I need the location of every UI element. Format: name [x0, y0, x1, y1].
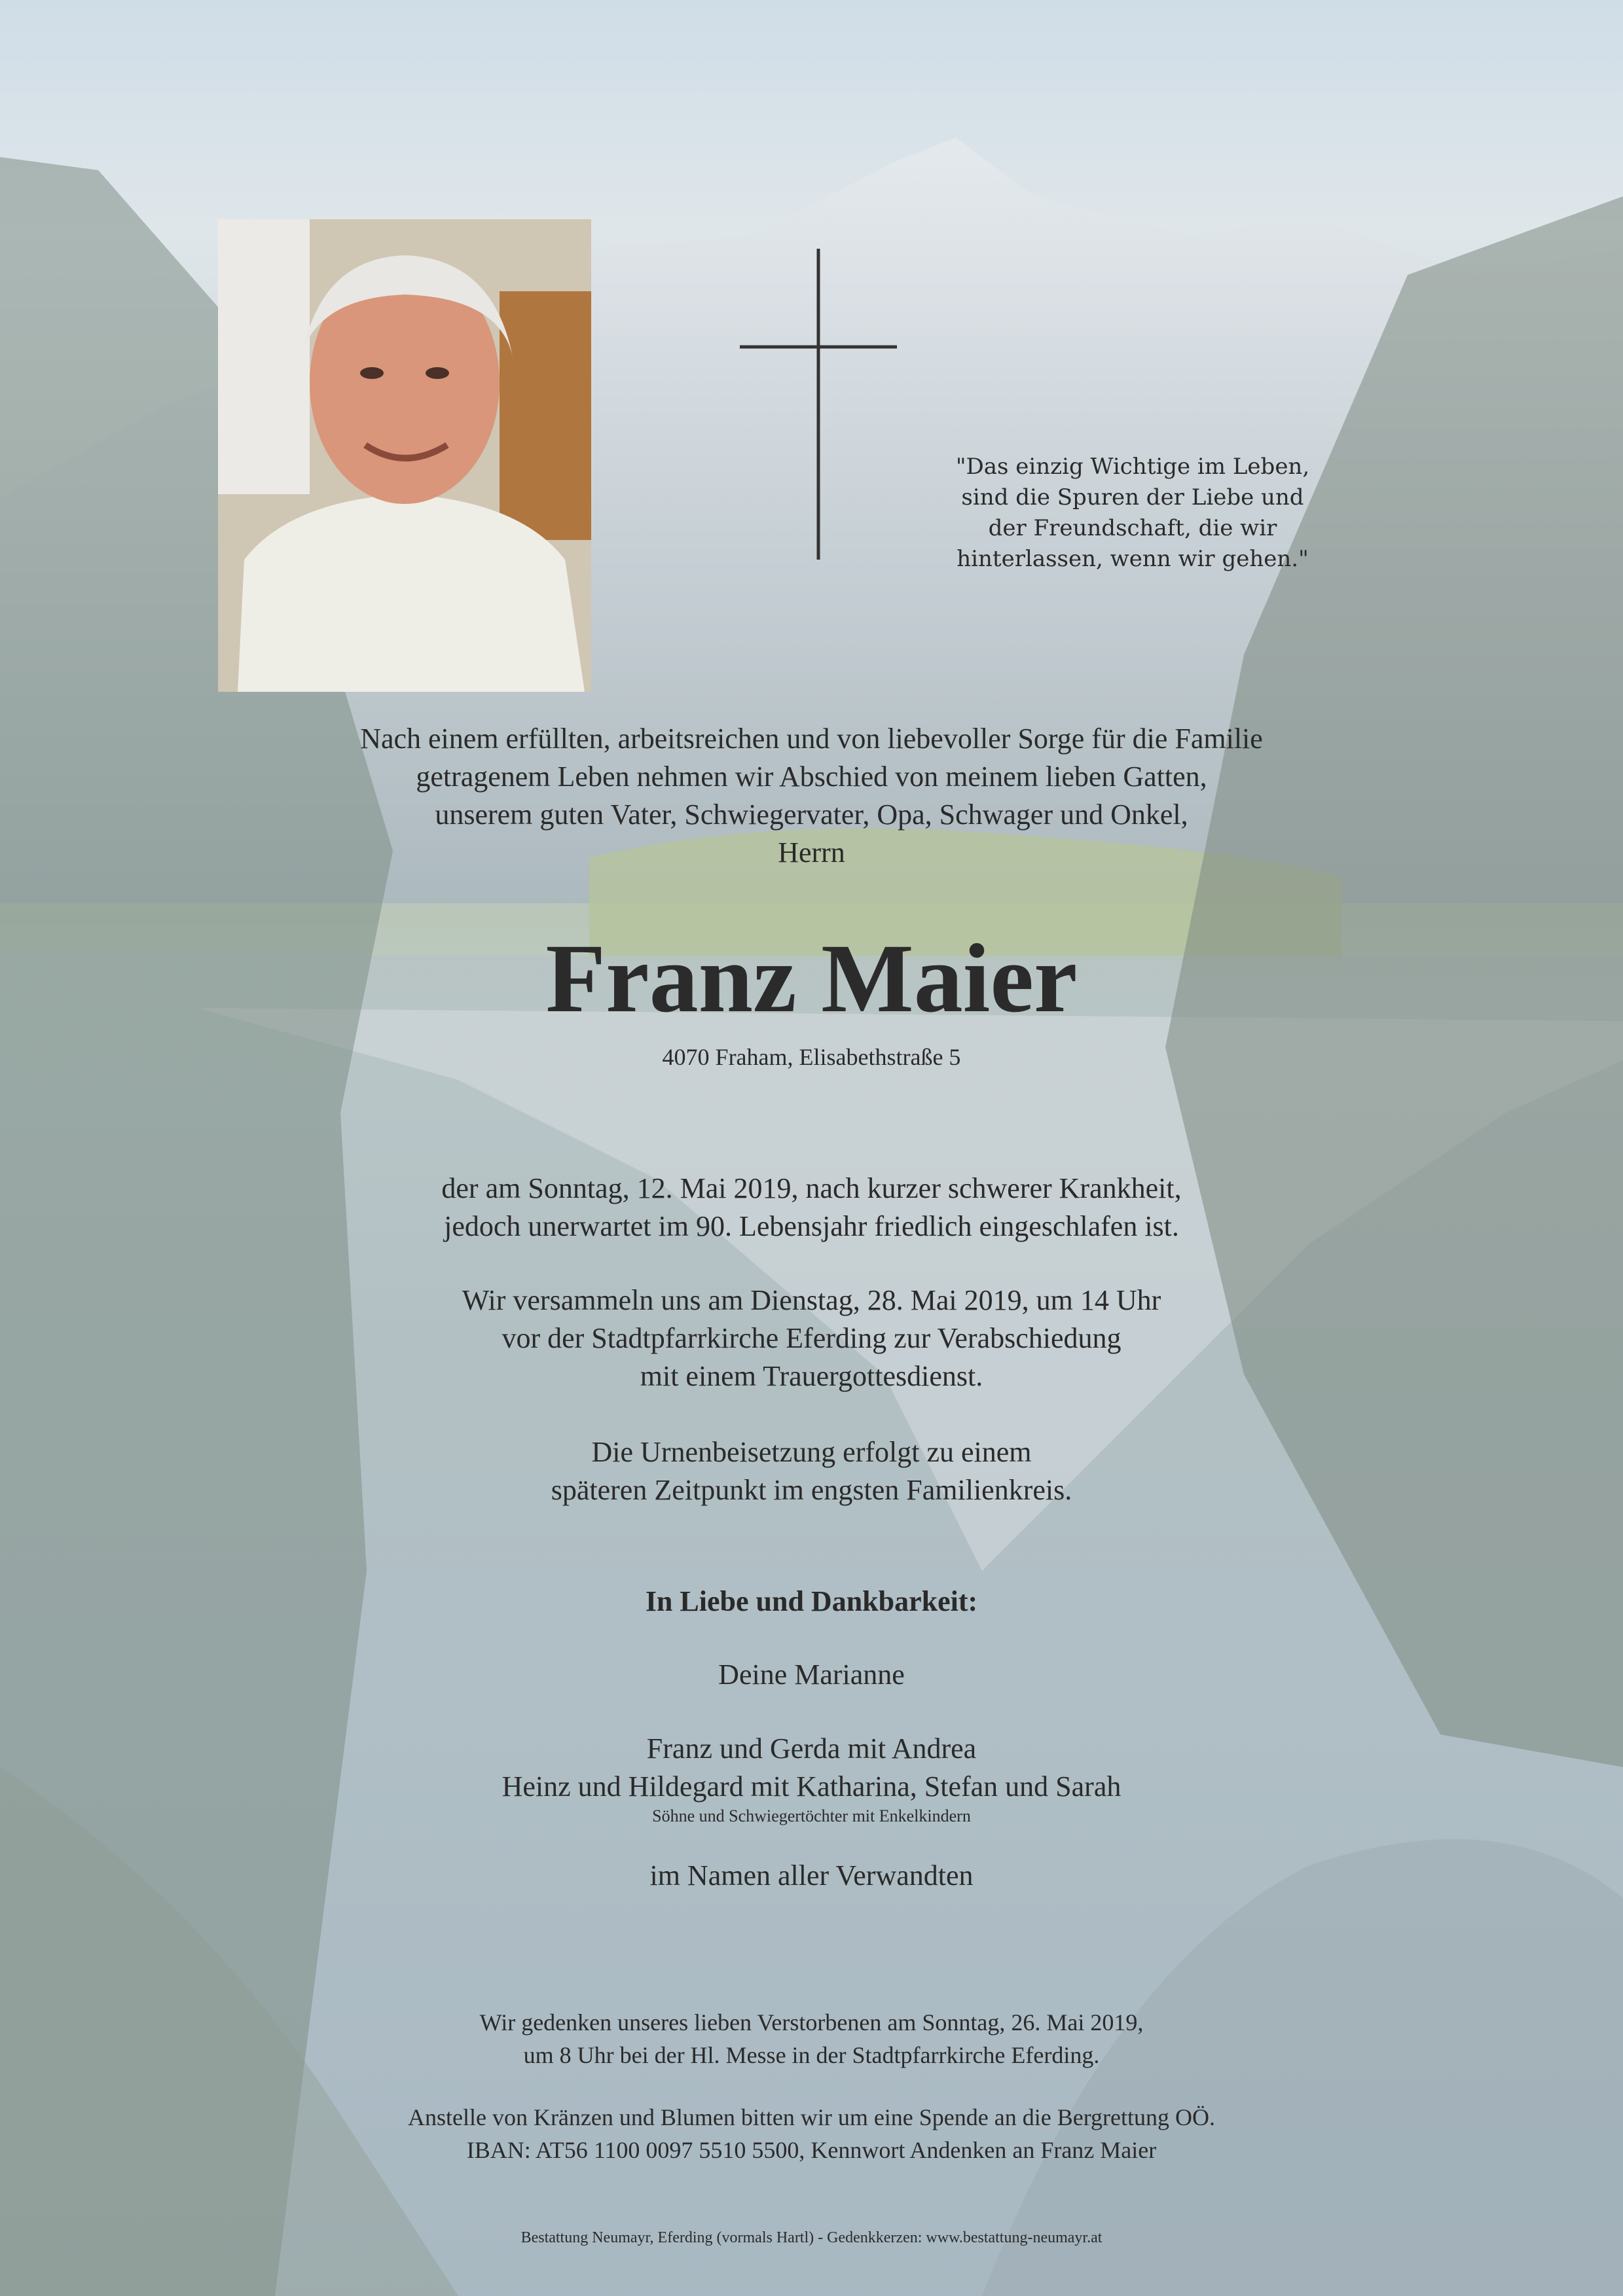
- quote-line: "Das einzig Wichtige im Leben,: [955, 454, 1310, 480]
- farewell-line: Wir versammeln uns am Dienstag, 28. Mai 2019, um 14 Uhr: [462, 1284, 1161, 1316]
- quote-line: der Freundschaft, die wir: [988, 515, 1277, 541]
- mourner-children: [0, 1730, 1623, 1806]
- quote-line: sind die Spuren der Liebe und: [961, 484, 1304, 511]
- intro-paragraph: [0, 720, 1623, 872]
- mourner-children-note: Söhne und Schwiegertöchter mit Enkelkindern: [652, 1806, 971, 1825]
- deceased-portrait-photo: [218, 219, 591, 692]
- farewell-line: vor der Stadtpfarrkirche Eferding zur Verabschiedung: [501, 1322, 1122, 1354]
- deceased-name: Franz Maier: [545, 924, 1078, 1033]
- death-notice-line: der am Sonntag, 12. Mai 2019, nach kurzer schwerer Krankheit,: [441, 1172, 1182, 1204]
- death-notice-line: jedoch unerwartet im 90. Lebensjahr friedlich eingeschlafen ist.: [444, 1210, 1179, 1242]
- portrait-illustration: [218, 219, 591, 692]
- intro-line: unserem guten Vater, Schwiegervater, Opa, Schwager und Onkel,: [435, 798, 1188, 831]
- mourner-relatives: im Namen aller Verwandten: [649, 1859, 974, 1892]
- mourner-children-line: Franz und Gerda mit Andrea: [646, 1732, 977, 1765]
- cross-icon: [740, 249, 897, 560]
- mourners-heading: In Liebe und Dankbarkeit:: [645, 1585, 978, 1617]
- burial-line: späteren Zeitpunkt im engsten Familienkreis.: [551, 1474, 1072, 1506]
- burial-line: Die Urnenbeisetzung erfolgt zu einem: [591, 1436, 1032, 1468]
- donation-line: IBAN: AT56 1100 0097 5510 5500, Kennwort Andenken an Franz Maier: [466, 2137, 1157, 2163]
- intro-line: getragenem Leben nehmen wir Abschied von meinem lieben Gatten,: [416, 761, 1207, 793]
- memorial-line: Wir gedenken unseres lieben Verstorbenen am Sonntag, 26. Mai 2019,: [479, 2009, 1144, 2036]
- donation-paragraph: [0, 2101, 1623, 2166]
- death-notice-paragraph: [0, 1170, 1623, 1246]
- farewell-line: mit einem Trauergottesdienst.: [640, 1360, 983, 1392]
- intro-line: Herrn: [778, 836, 845, 869]
- quote-text: [903, 452, 1362, 575]
- mourner-wife: Deine Marianne: [718, 1659, 905, 1691]
- quote-line: hinterlassen, wenn wir gehen.": [957, 546, 1309, 572]
- memorial-line: um 8 Uhr bei der Hl. Messe in der Stadtpfarrkirche Eferding.: [523, 2042, 1100, 2068]
- deceased-address: 4070 Fraham, Elisabethstraße 5: [662, 1044, 961, 1070]
- donation-line: Anstelle von Kränzen und Blumen bitten wir um eine Spende an die Bergrettung OÖ.: [407, 2104, 1216, 2130]
- intro-line: Nach einem erfüllten, arbeitsreichen und von liebevoller Sorge für die Familie: [360, 723, 1263, 755]
- farewell-paragraph: [0, 1282, 1623, 1395]
- funeral-home-footer: Bestattung Neumayr, Eferding (vormals Hartl) - Gedenkkerzen: www.bestattung-neumayr.at: [520, 2229, 1103, 2246]
- burial-paragraph: [0, 1433, 1623, 1509]
- mourner-children-line: Heinz und Hildegard mit Katharina, Stefan und Sarah: [501, 1770, 1122, 1803]
- memorial-mass-paragraph: [0, 2006, 1623, 2072]
